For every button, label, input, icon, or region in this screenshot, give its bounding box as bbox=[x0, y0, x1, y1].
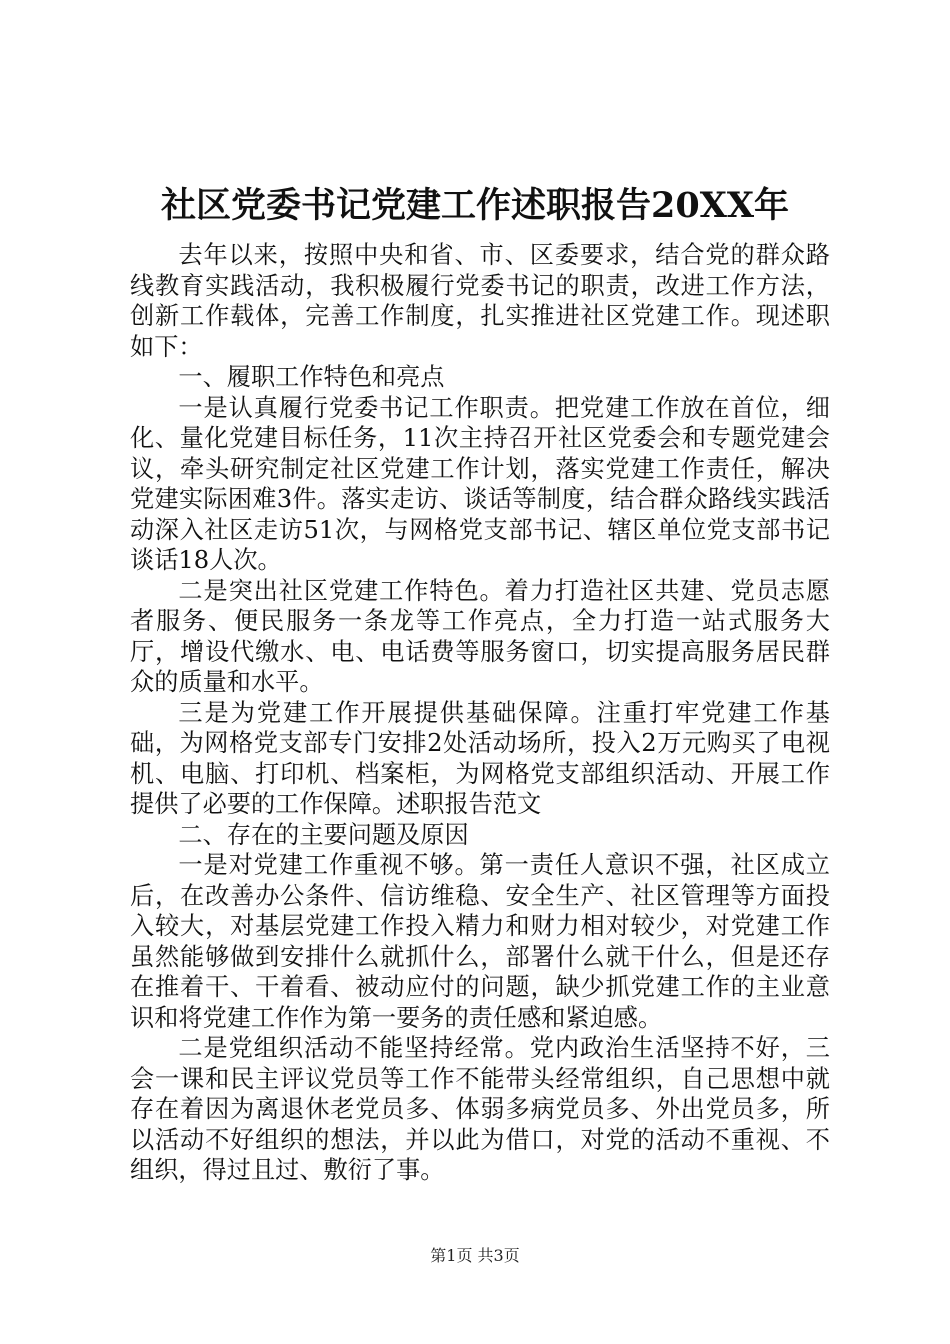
document-title: 社区党委书记党建工作述职报告20XX年 bbox=[160, 185, 790, 226]
paragraph-1-1: 一是认真履行党委书记工作职责。把党建工作放在首位，细化、量化党建目标任务，11次主持召开社区党委会和专题党建会议，牵头研究制定社区党建工作计划，落实党建工作责任，解决党建实际困难3件。落实走访、谈话等制度，结合群众路线实践活动深入社区走访51次，与网格党支部书记、辖区单位党支部书记谈话18人次。 bbox=[130, 393, 830, 574]
section-heading-1: 一、履职工作特色和亮点 bbox=[178, 363, 445, 391]
section-heading-2: 二、存在的主要问题及原因 bbox=[178, 820, 469, 849]
paragraph-intro: 去年以来，按照中央和省、市、区委要求，结合党的群众路线教育实践活动，我积极履行党委书记的职责，改进工作方法，创新工作载体，完善工作制度，扎实推进社区党建工作。现述职如下： bbox=[130, 241, 830, 361]
document-body bbox=[130, 240, 830, 1186]
paragraph-2-2: 二是党组织活动不能坚持经常。党内政治生活坚持不好，三会一课和民主评议党员等工作不能带头经常组织，自己思想中就存在着因为离退休老党员多、体弱多病党员多、外出党员多，所以活动不好组织的想法，并以此为借口，对党的活动不重视、不组织，得过且过、敷衍了事。 bbox=[130, 1034, 830, 1184]
paragraph-1-2: 二是突出社区党建工作特色。着力打造社区共建、党员志愿者服务、便民服务一条龙等工作亮点，全力打造一站式服务大厅，增设代缴水、电、电话费等服务窗口，切实提高服务居民群众的质量和水平。 bbox=[130, 576, 830, 696]
page-number-footer: 第1页 共3页 bbox=[430, 1246, 520, 1265]
paragraph-1-3: 三是为党建工作开展提供基础保障。注重打牢党建工作基础，为网格党支部专门安排2处活动场所，投入2万元购买了电视机、电脑、打印机、档案柜，为网格党支部组织活动、开展工作提供了必要的工作保障。述职报告范文 bbox=[130, 698, 830, 818]
paragraph-2-1: 一是对党建工作重视不够。第一责任人意识不强，社区成立后，在改善办公条件、信访维稳、安全生产、社区管理等方面投入较大，对基层党建工作投入精力和财力相对较少，对党建工作虽然能够做到安排什么就抓什么，部署什么就干什么，但是还存在推着干、干着看、被动应付的问题，缺少抓党建工作的主业意识和将党建工作作为第一要务的责任感和紧迫感。 bbox=[130, 851, 830, 1032]
